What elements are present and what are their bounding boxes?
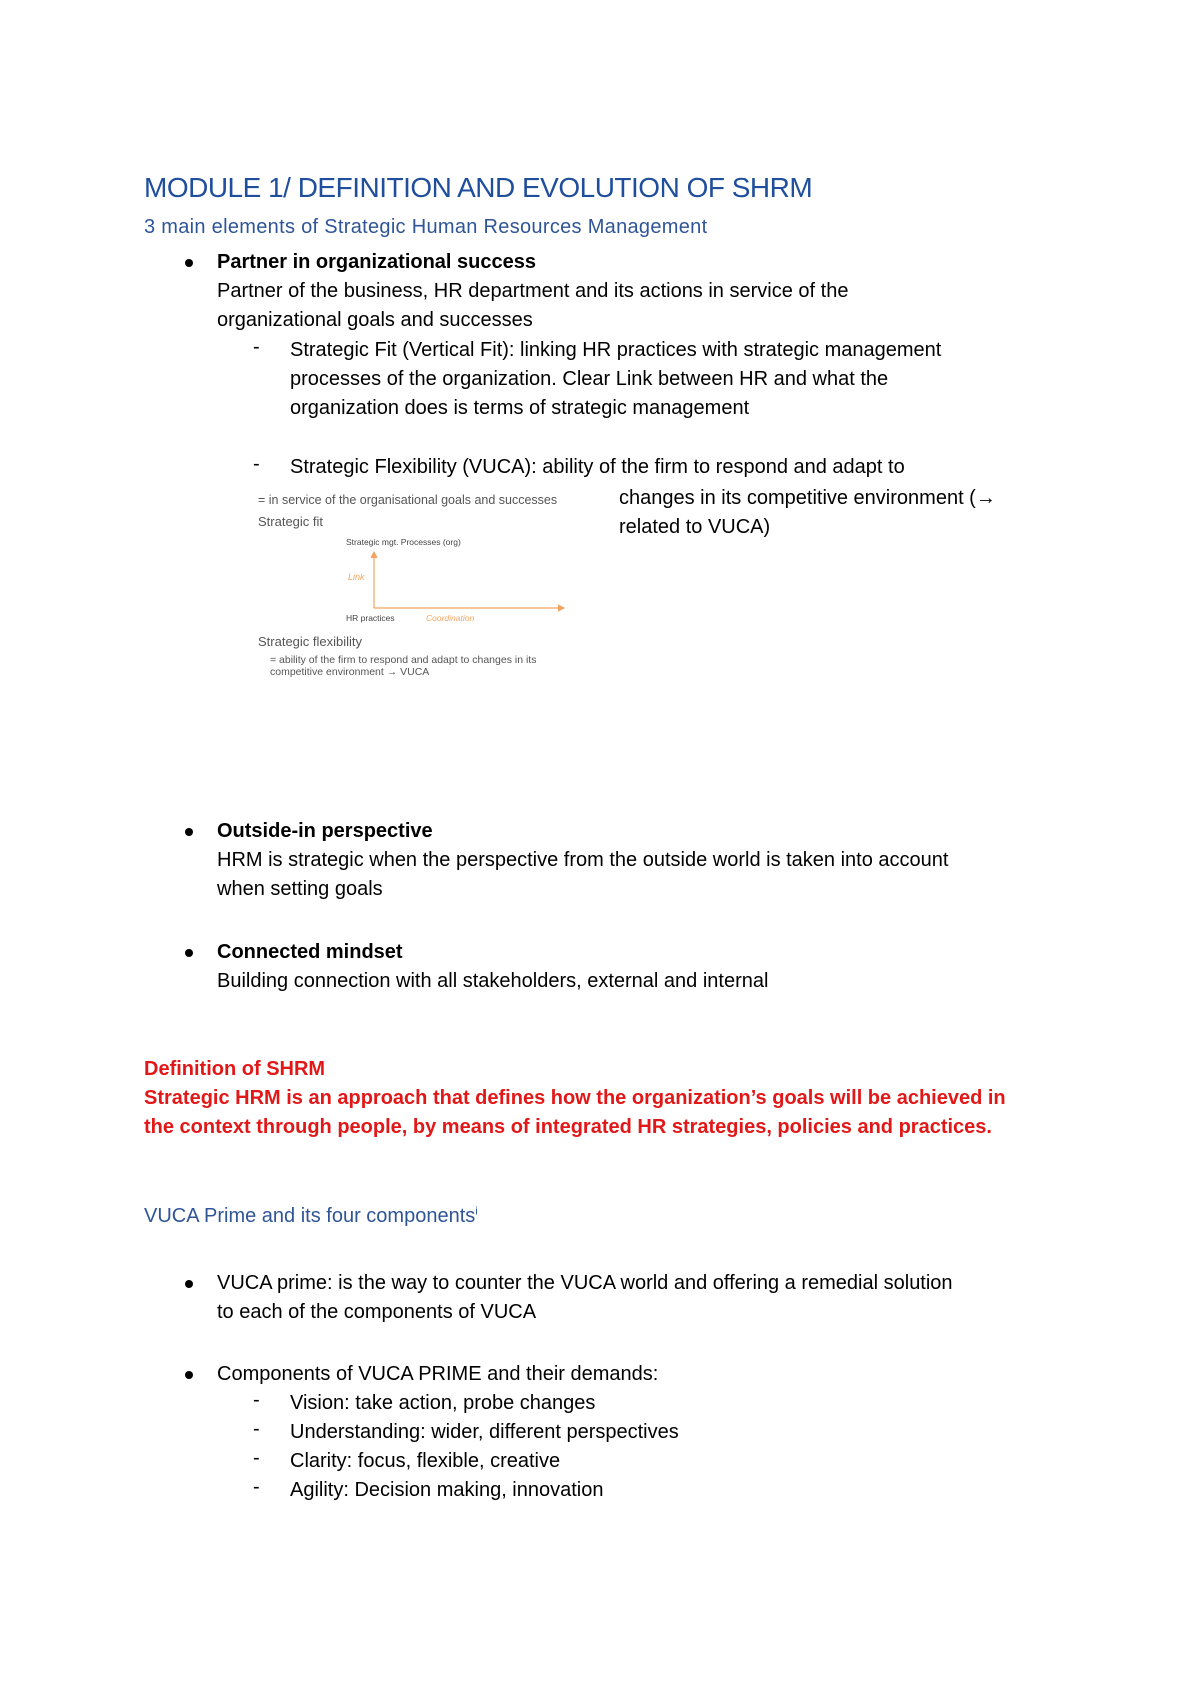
strategic-flex-line2: changes in its competitive environment (→ [619,487,996,509]
element2-heading: Outside-in perspective [217,820,433,842]
strategic-fit-line2: processes of the organization. Clear Link between HR and what the [290,368,889,390]
vuca-components-heading: Components of VUCA PRIME and their demands: [217,1363,659,1385]
vuca-component-vision: Vision: take action, probe changes [290,1392,596,1414]
bullet-icon [185,828,193,836]
diagram-fit-label: Strategic fit [258,514,324,529]
strategic-fit-line3: organization does is terms of strategic management [290,397,750,419]
diagram-flex-line1: = ability of the firm to respond and adapt to changes in its [270,654,537,666]
element1-line2: organizational goals and successes [217,309,533,331]
vuca-prime-line2: to each of the components of VUCA [217,1301,537,1323]
page-title: MODULE 1/ DEFINITION AND EVOLUTION OF SHRM [144,172,813,203]
dash-icon: - [253,1476,260,1498]
definition-line1: Strategic HRM is an approach that defines how the organization’s goals will be achieved in [144,1087,1006,1109]
diagram-flex-label: Strategic flexibility [258,634,363,649]
vuca-component-clarity: Clarity: focus, flexible, creative [290,1450,561,1472]
element1-line1: Partner of the business, HR department and its actions in service of the [217,280,849,302]
vuca-heading-text: VUCA Prime and its four components [144,1205,476,1227]
diagram-top-line: = in service of the organisational goals and successes [258,493,558,507]
vuca-component-understanding: Understanding: wider, different perspectives [290,1421,679,1443]
definition-line2: the context through people, by means of integrated HR strategies, policies and practices. [144,1116,992,1138]
footnote-marker[interactable]: i [475,1205,478,1218]
dash-icon: - [253,453,260,475]
definition-heading: Definition of SHRM [144,1058,326,1080]
strategic-flex-line1: Strategic Flexibility (VUCA): ability of the firm to respond and adapt to [290,456,905,478]
dash-icon: - [253,336,260,358]
dash-icon: - [253,1447,260,1469]
element2-line1: HRM is strategic when the perspective from the outside world is taken into account [217,849,949,871]
diagram-link-label: Link [348,572,365,582]
diagram-y-axis-label: Strategic mgt. Processes (org) [346,537,461,547]
diagram-flex-line2: competitive environment → VUCA [270,666,430,678]
diagram-x-axis-label: HR practices [346,613,395,623]
element1-heading: Partner in organizational success [217,251,536,273]
vuca-component-agility: Agility: Decision making, innovation [290,1479,604,1501]
page-subtitle: 3 main elements of Strategic Human Resources Management [144,216,708,238]
bullet-icon [185,1280,193,1288]
vuca-heading [144,1205,478,1228]
dash-icon: - [253,1389,260,1411]
bullet-icon [185,259,193,267]
vuca-prime-line1: VUCA prime: is the way to counter the VUCA world and offering a remedial solution [217,1272,953,1294]
bullet-icon [185,1371,193,1379]
strategic-fit-diagram [256,488,596,683]
diagram-coordination-label: Coordination [426,613,475,623]
element3-line1: Building connection with all stakeholders, external and internal [217,970,769,992]
element3-heading: Connected mindset [217,941,403,963]
bullet-icon [185,949,193,957]
dash-icon: - [253,1418,260,1440]
strategic-flex-line3: related to VUCA) [619,516,771,538]
strategic-fit-line1: Strategic Fit (Vertical Fit): linking HR practices with strategic management [290,339,942,361]
element2-line2: when setting goals [217,878,383,900]
